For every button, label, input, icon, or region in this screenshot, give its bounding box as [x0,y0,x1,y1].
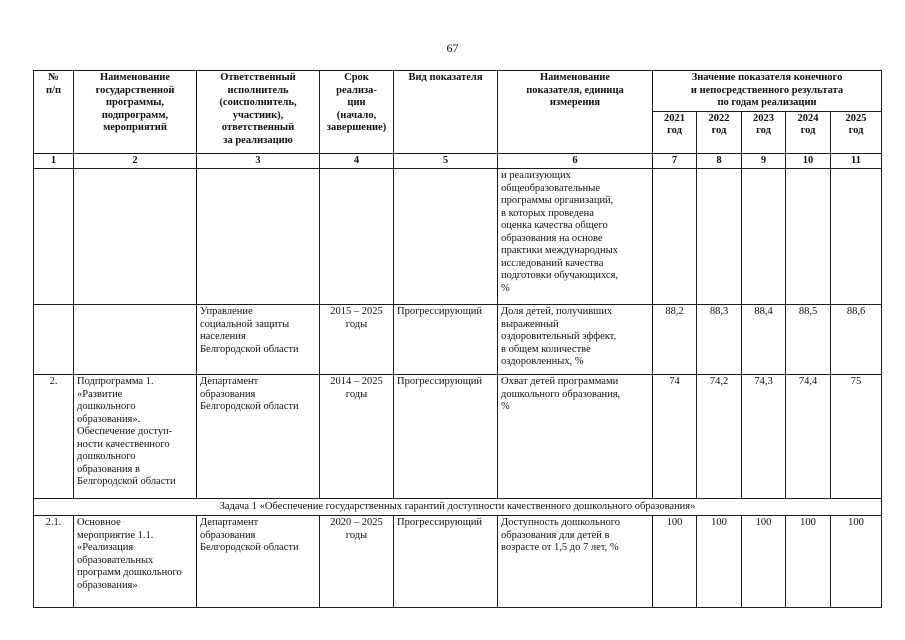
column-index: 4 [320,154,394,169]
row-name-cell: Основное мероприятие 1.1. «Реализация образовательных программ дошкольного образования» [74,516,197,608]
column-index: 8 [697,154,742,169]
row-executor-cell [197,169,320,305]
header-year-2021: 2021 год [653,111,697,154]
column-index: 5 [394,154,498,169]
header-col-name: Наименование государственной программы, подпрограмм, мероприятий [74,71,197,154]
column-index: 11 [831,154,882,169]
row-value-2024: 88,5 [786,305,831,375]
row-value-2021: 100 [653,516,697,608]
row-value-cell [653,169,697,305]
row-value-cell [697,169,742,305]
row-term-cell: 2020 – 2025 годы [320,516,394,608]
row-value-2023: 100 [742,516,786,608]
column-index: 3 [197,154,320,169]
row-name-cell [74,305,197,375]
header-col-type: Вид показателя [394,71,498,154]
row-value-cell [742,169,786,305]
task-row [34,499,882,516]
row-value-2021: 88,2 [653,305,697,375]
header-year-2022: 2022 год [697,111,742,154]
row-executor-cell: Департамент образования Белгородской области [197,516,320,608]
row-value-2024: 74,4 [786,375,831,499]
row-value-2023: 88,4 [742,305,786,375]
table-row [34,305,882,375]
task-title: Задача 1 «Обеспечение государственных гарантий доступности качественного дошкольного образования» [34,499,882,516]
row-type-cell: Прогрессирующий [394,375,498,499]
header-year-2024: 2024 год [786,111,831,154]
row-number-cell: 2. [34,375,74,499]
table-row [34,375,882,499]
header-row [34,71,882,112]
column-index: 6 [498,154,653,169]
header-col-executor: Ответственный исполнитель (соисполнитель, участник), ответственный за реализацию [197,71,320,154]
header-col-number: № п/п [34,71,74,154]
row-indicator-cell: и реализующих общеобразовательные программы организаций, в которых проведена оценка качества общего образования на основе практики международных исследований качества подготовки обучающихся, % [498,169,653,305]
header-col-values-group: Значение показателя конечного и непосредственного результата по годам реализации [653,71,882,112]
row-value-2023: 74,3 [742,375,786,499]
row-number-cell: 2.1. [34,516,74,608]
row-value-2022: 74,2 [697,375,742,499]
header-col-term: Срок реализа- ции (начало, завершение) [320,71,394,154]
row-type-cell: Прогрессирующий [394,516,498,608]
row-indicator-cell: Доступность дошкольного образования для детей в возрасте от 1,5 до 7 лет, % [498,516,653,608]
row-value-cell [786,169,831,305]
row-value-cell [831,169,882,305]
header-col-indicator: Наименование показателя, единица измерения [498,71,653,154]
row-type-cell [394,169,498,305]
row-value-2025: 88,6 [831,305,882,375]
row-number-cell [34,169,74,305]
header-year-2025: 2025 год [831,111,882,154]
row-value-2025: 75 [831,375,882,499]
indicators-table [33,70,882,608]
row-value-2022: 88,3 [697,305,742,375]
page-number: 67 [446,41,459,55]
row-indicator-cell: Доля детей, получивших выраженный оздоровительный эффект, в общем количестве оздоровленных, % [498,305,653,375]
column-index: 1 [34,154,74,169]
header-year-2023: 2023 год [742,111,786,154]
row-value-2024: 100 [786,516,831,608]
row-term-cell: 2014 – 2025 годы [320,375,394,499]
row-number-cell [34,305,74,375]
table-row [34,516,882,608]
row-value-2022: 100 [697,516,742,608]
column-index: 10 [786,154,831,169]
table-row [34,169,882,305]
row-indicator-cell: Охват детей программами дошкольного образования, % [498,375,653,499]
row-value-2021: 74 [653,375,697,499]
row-term-cell [320,169,394,305]
row-name-cell [74,169,197,305]
column-index-row [34,154,882,169]
row-executor-cell: Департамент образования Белгородской области [197,375,320,499]
column-index: 7 [653,154,697,169]
row-value-2025: 100 [831,516,882,608]
row-type-cell: Прогрессирующий [394,305,498,375]
row-name-cell: Подпрограмма 1. «Развитие дошкольного образования». Обеспечение доступ- ности качественного дошкольного образования в Белгородской области [74,375,197,499]
row-executor-cell: Управление социальной защиты населения Белгородской области [197,305,320,375]
row-term-cell: 2015 – 2025 годы [320,305,394,375]
column-index: 9 [742,154,786,169]
column-index: 2 [74,154,197,169]
